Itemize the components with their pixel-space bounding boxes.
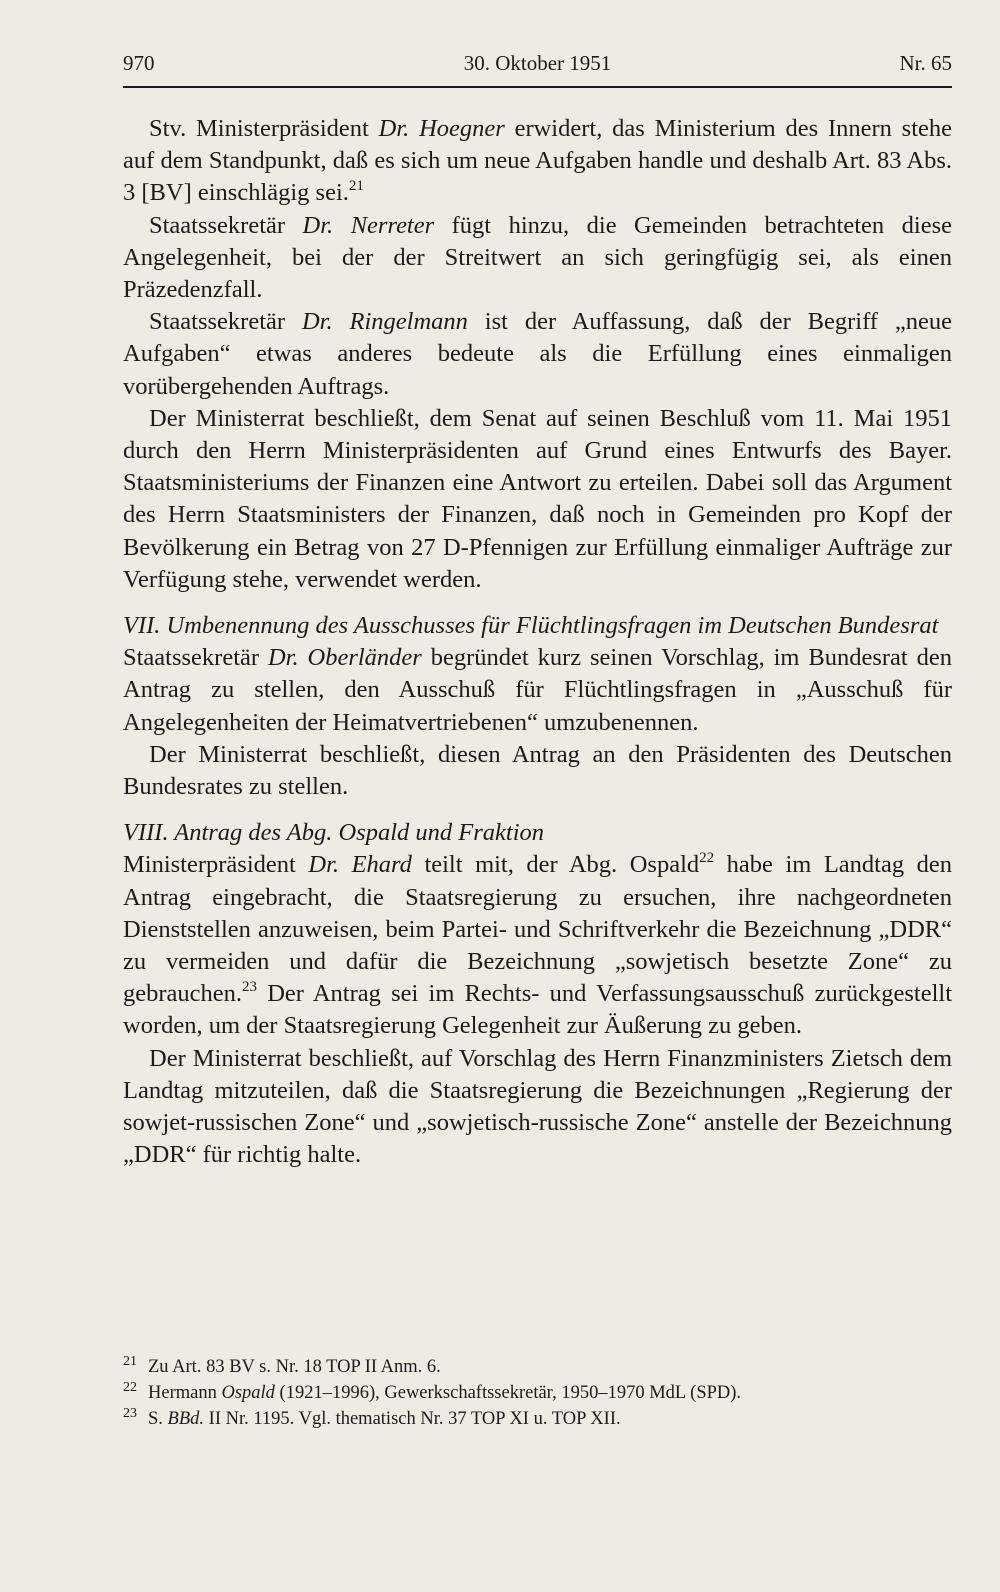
paragraph-ehard: Ministerpräsident Dr. Ehard teilt mit, der Abg. Ospald$^{22}$ habe im Landtag den Antrag eingebracht, die Staatsregierung zu ersuchen, ihre nachgeordneten Dienststellen anzuweisen, beim Partei- und Schriftverkehr die Bezeichnung „DDR“ zu vermeiden und dafür die Bezeichnung „sowjetisch besetzte Zone“ zu gebrauchen.$^{23}$ Der Antrag sei im Rechts- und Verfassungsausschuß zurückgestellt worden, um der Staatsregierung Gelegenheit zur Äußerung zu geben. bbox=[123, 850, 953, 1040]
paragraph-decision-bundesrat: Der Ministerrat beschließt, diesen Antrag an den Präsidenten des Deutschen Bundesrates zu stellen. bbox=[123, 740, 952, 801]
paragraph-oberlaender: Staatssekretär Dr. Oberländer begründet kurz seinen Vorschlag, im Bundesrat den Antrag zu stellen, den Ausschuß für Flüchtlingsfragen in „Ausschuß für Angelegenheiten der Heimatvertriebenen“ umzubenennen. bbox=[123, 644, 952, 736]
paragraph-ringelmann: Staatssekretär Dr. Ringelmann ist der Auffassung, daß der Begriff „neue Aufgaben“ etwas anderes bedeute als die Erfüllung eines einmaligen vorübergehenden Auftrags. bbox=[123, 308, 952, 400]
paragraph-decision-senat: Der Ministerrat beschließt, dem Senat auf seinen Beschluß vom 11. Mai 1951 durch den Herrn Ministerpräsidenten auf Grund eines Entwurfs des Bayer. Staatsministeriums der Finanzen eine Antwort zu erteilen. Dabei soll das Argument des Herrn Staatsministers der Finanzen, daß noch in Gemeinden pro Kopf der Bevölkerung ein Betrag von 27 D-Pfennigen zur Erfüllung einmaliger Aufträge zur Verfügung stehe, verwendet werden. bbox=[123, 404, 952, 593]
paragraph-nerreter: Staatssekretär Dr. Nerreter fügt hinzu, die Gemeinden betrachteten diese Angelegenheit, bei der der Streitwert an sich geringfügig sei, als einen Präzedenzfall. bbox=[123, 211, 952, 304]
running-header bbox=[123, 46, 952, 82]
footnotes bbox=[123, 1354, 952, 1432]
header-rule bbox=[123, 86, 952, 88]
document-number: Nr. 65 bbox=[899, 51, 952, 75]
paragraph-decision-landtag: Der Ministerrat beschließt, auf Vorschlag des Herrn Finanzministers Zietsch dem Landtag mitzuteilen, daß die Staatsregierung die Bezeichnungen „Regierung der sowjet-russischen Zone“ und „sowjetisch-russische Zone“ anstelle der Bezeichnung „DDR“ für richtig halte. bbox=[123, 1044, 952, 1169]
footnote-21: 21 Zu Art. 83 BV s. Nr. 18 TOP II Anm. 6. bbox=[123, 1354, 441, 1377]
body-text bbox=[123, 113, 952, 1172]
paragraph-hoegner: Stv. Ministerpräsident Dr. Hoegner erwidert, das Ministerium des Innern stehe auf dem Standpunkt, daß es sich um neue Aufgaben handle und deshalb Art. 83 Abs. 3 [BV] einschlägig sei.$^{21}$ bbox=[123, 115, 953, 207]
footnote-23: 23 S. BBd. II Nr. 1195. Vgl. thematisch Nr. 37 TOP XI u. TOP XII. bbox=[123, 1406, 621, 1429]
section-heading-vii: VII. Umbenennung des Ausschusses für Flüchtlingsfragen im Deutschen Bundesrat bbox=[123, 612, 939, 640]
footnote-ref-21: 21 bbox=[348, 178, 364, 195]
section-heading-viii: VIII. Antrag des Abg. Ospald und Fraktion bbox=[123, 819, 545, 847]
footnote-ref-22: 22 bbox=[699, 850, 715, 867]
header-date: 30. Oktober 1951 bbox=[463, 51, 612, 75]
footnote-22: 22 Hermann Ospald (1921–1996), Gewerkschaftssekretär, 1950–1970 MdL (SPD). bbox=[123, 1380, 742, 1403]
footnote-ref-23: 23 bbox=[242, 979, 258, 996]
page-number: 970 bbox=[123, 51, 155, 75]
